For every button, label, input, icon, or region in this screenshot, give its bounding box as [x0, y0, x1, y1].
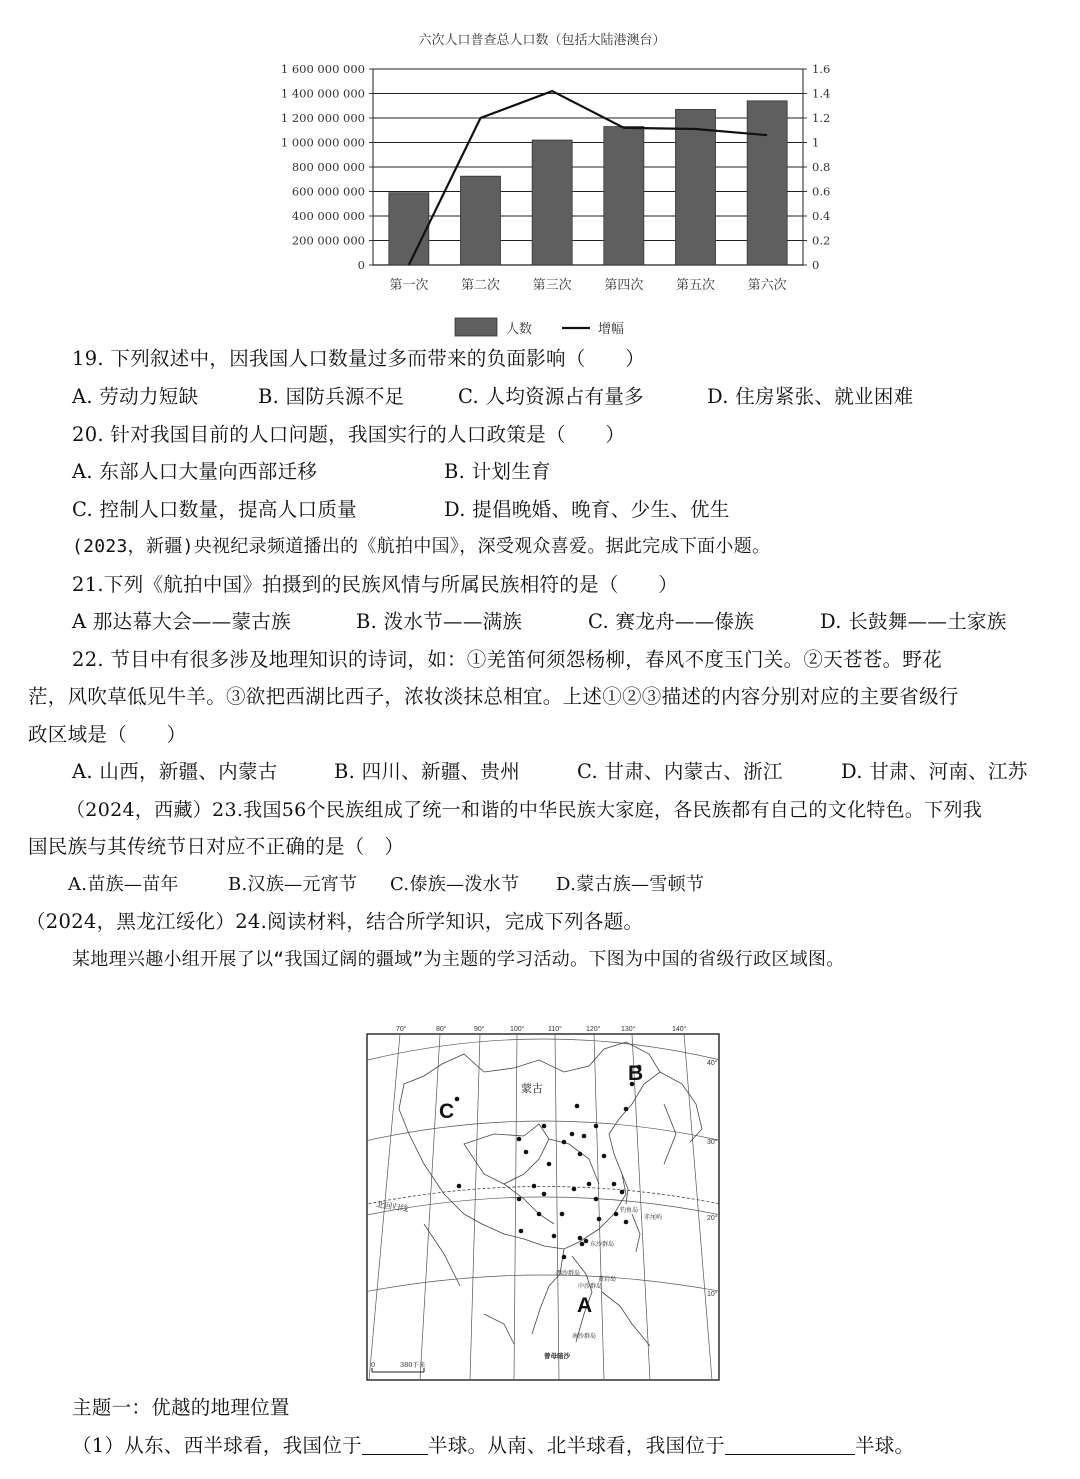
legend-label-growth: 增幅: [598, 322, 625, 337]
marker-b: B: [628, 1062, 644, 1085]
scale-zero: 0: [371, 1361, 376, 1369]
left-axis-tick-label: 1 000 000 000: [280, 135, 365, 150]
q23-option-d[interactable]: D.蒙古族—雪顿节: [556, 874, 705, 895]
left-axis-tick-label: 800 000 000: [291, 160, 365, 174]
left-axis-tick-label: 200 000 000: [291, 233, 365, 248]
q19-option-c[interactable]: C. 人均资源占有量多: [458, 385, 644, 408]
right-axis-tick-label: 0.6: [812, 184, 831, 199]
category-label: 第四次: [604, 278, 644, 293]
q23-stem-line1: （2024，西藏）23.我国56个民族组成了统一和谐的中华民族大家庭，各民族都有自己的文化特色。下列我: [66, 799, 983, 821]
island-label-xisha: 西沙群岛: [556, 1270, 581, 1277]
category-label: 第一次: [389, 278, 429, 293]
category-label: 第三次: [532, 278, 572, 293]
left-axis-tick-label: 1 600 000 000: [280, 62, 365, 76]
lon-label-70: 70°: [396, 1026, 407, 1033]
island-label-chiwei: 赤尾屿: [644, 1214, 663, 1221]
q22-stem-line2: 茫，风吹草低见牛羊。③欲把西湖比西子，浓妆淡抹总相宜。上述①②③描述的内容分别对应的主要省级行: [28, 685, 959, 708]
q21-options: [72, 607, 1007, 637]
population-bar: [389, 193, 429, 265]
q24-part1-text-a: （1）从东、西半球看，我国位于: [72, 1434, 362, 1457]
lon-label-80: 80°: [436, 1026, 447, 1033]
lon-label-120: 120°: [586, 1026, 601, 1033]
q21-option-d[interactable]: D. 长鼓舞——土家族: [820, 610, 1007, 633]
left-axis-tick-label: 0: [357, 258, 365, 272]
marker-a: A: [577, 1294, 593, 1317]
q24-part1: [72, 1431, 914, 1461]
tropic-label: 北回归线: [375, 1200, 409, 1214]
q24-stem: （2024，黑龙江绥化）24.阅读材料，结合所学知识，完成下列各题。: [26, 910, 644, 933]
island-label-zhongsha: 中沙群岛: [578, 1283, 603, 1290]
map-frame: [367, 1034, 719, 1380]
q20-option-c[interactable]: C. 控制人口数量，提高人口质量: [72, 498, 357, 521]
q20-option-a[interactable]: A. 东部人口大量向西部迁移: [72, 460, 318, 483]
answer-blank-hemisphere-ns[interactable]: [725, 1432, 855, 1455]
q22-option-c[interactable]: C. 甘肃、内蒙古、浙江: [577, 760, 783, 783]
lon-label-130: 130°: [621, 1026, 636, 1033]
island-label-huangyan: 黄岩岛: [598, 1276, 617, 1283]
q21-option-c[interactable]: C. 赛龙舟——傣族: [588, 610, 755, 633]
q24-part1-text-b: 半球。从南、北半球看，我国位于: [427, 1434, 725, 1457]
q24-part1-text-c: 半球。: [854, 1434, 915, 1457]
q23-option-c[interactable]: C.傣族—泼水节: [390, 874, 520, 895]
lon-label-90: 90°: [474, 1026, 485, 1033]
population-census-chart: [250, 20, 850, 350]
left-axis-tick-label: 400 000 000: [291, 209, 365, 223]
q23-option-b[interactable]: B.汉族—元宵节: [228, 874, 358, 895]
right-axis-tick-label: 0.2: [812, 233, 831, 248]
answer-blank-hemisphere-ew[interactable]: [362, 1432, 428, 1455]
q23-option-a[interactable]: A.苗族—苗年: [68, 874, 179, 895]
population-bar: [532, 140, 572, 265]
lon-label-100: 100°: [510, 1026, 525, 1033]
population-bar: [604, 127, 644, 265]
q19-option-b[interactable]: B. 国防兵源不足: [258, 385, 405, 408]
lon-label-140: 140°: [672, 1026, 687, 1033]
q22-stem-line1: 22. 节目中有很多涉及地理知识的诗词，如：①羌笛何须怨杨柳，春风不度玉门关。②天苍苍。野花: [72, 648, 943, 671]
right-axis-tick-label: 1.2: [812, 111, 831, 125]
category-label: 第五次: [675, 278, 716, 293]
left-axis-tick-label: 1 400 000 000: [280, 86, 365, 101]
q20-option-b[interactable]: B. 计划生育: [444, 460, 551, 483]
lon-label-110: 110°: [548, 1026, 562, 1033]
island-label-nansha: 南沙群岛: [572, 1333, 597, 1340]
q23-stem-line2: 国民族与其传统节日对应不正确的是（ ）: [28, 835, 405, 858]
q23-options: [68, 870, 704, 900]
lat-label-10: 10°: [707, 1291, 718, 1298]
population-bar: [747, 101, 787, 265]
right-axis-tick-label: 1.4: [812, 86, 831, 101]
population-bar: [676, 109, 716, 265]
chart-legend: [455, 318, 624, 337]
q22-options: [72, 757, 1028, 787]
island-label-zengmu: 曾母暗沙: [544, 1352, 570, 1360]
category-label: 第六次: [747, 278, 787, 293]
q19-stem: 19. 下列叙述中，因我国人口数量过多而带来的负面影响（ ）: [72, 347, 646, 370]
q19-options: [72, 382, 913, 412]
scale-label: 380千米: [400, 1361, 426, 1369]
island-label-diaoyu: 钓鱼岛: [620, 1207, 639, 1214]
left-axis-tick-label: 1 200 000 000: [280, 111, 365, 125]
q19-option-a[interactable]: A. 劳动力短缺: [72, 385, 199, 408]
q21-intro: (2023，新疆)央视纪录频道播出的《航拍中国》，深受观众喜爱。据此完成下面小题。: [72, 536, 771, 557]
mongolia-label: 蒙古: [521, 1082, 543, 1095]
china-province-map: [364, 1024, 724, 1384]
lat-label-30: 30°: [707, 1139, 718, 1146]
population-bar: [461, 176, 501, 265]
q21-stem: 21.下列《航拍中国》拍摄到的民族风情与所属民族相符的是（ ）: [72, 573, 679, 596]
right-axis-tick-label: 0.4: [812, 209, 831, 223]
left-axis-tick-label: 600 000 000: [291, 184, 365, 199]
theme-one-heading: 主题一：优越的地理位置: [72, 1396, 290, 1419]
island-label-dongsha: 东沙群岛: [590, 1241, 615, 1248]
right-axis-tick-label: 0.8: [812, 160, 831, 174]
q24-material: 某地理兴趣小组开展了以“我国辽阔的疆域”为主题的学习活动。下图为中国的省级行政区域图。: [72, 949, 845, 970]
lat-label-20: 20°: [707, 1215, 718, 1222]
q20-options-row2: [72, 495, 730, 525]
right-axis-tick-label: 1.6: [812, 62, 831, 76]
q22-option-b[interactable]: B. 四川、新疆、贵州: [334, 760, 521, 783]
chart-title: 六次人口普查总人口数（包括大陆港澳台）: [418, 33, 666, 48]
q21-option-a[interactable]: A 那达幕大会——蒙古族: [72, 610, 291, 633]
q22-option-a[interactable]: A. 山西，新疆、内蒙古: [72, 760, 278, 783]
q21-option-b[interactable]: B. 泼水节——满族: [356, 610, 523, 633]
q20-options-row1: [72, 457, 551, 487]
marker-c: C: [439, 1100, 455, 1123]
q20-stem: 20. 针对我国目前的人口问题，我国实行的人口政策是（ ）: [72, 423, 626, 446]
legend-label-population: 人数: [506, 322, 533, 337]
q22-stem-line3: 政区域是（ ）: [28, 723, 187, 746]
lat-label-40: 40°: [707, 1060, 718, 1067]
right-axis-tick-label: 1: [812, 135, 820, 150]
q20-option-d[interactable]: D. 提倡晚婚、晚育、少生、优生: [444, 498, 730, 521]
q22-option-d[interactable]: D. 甘肃、河南、江苏: [841, 760, 1028, 783]
q19-option-d[interactable]: D. 住房紧张、就业困难: [707, 385, 914, 408]
category-label: 第二次: [460, 278, 501, 293]
legend-swatch-population: [455, 318, 497, 336]
right-axis-tick-label: 0: [812, 258, 820, 272]
